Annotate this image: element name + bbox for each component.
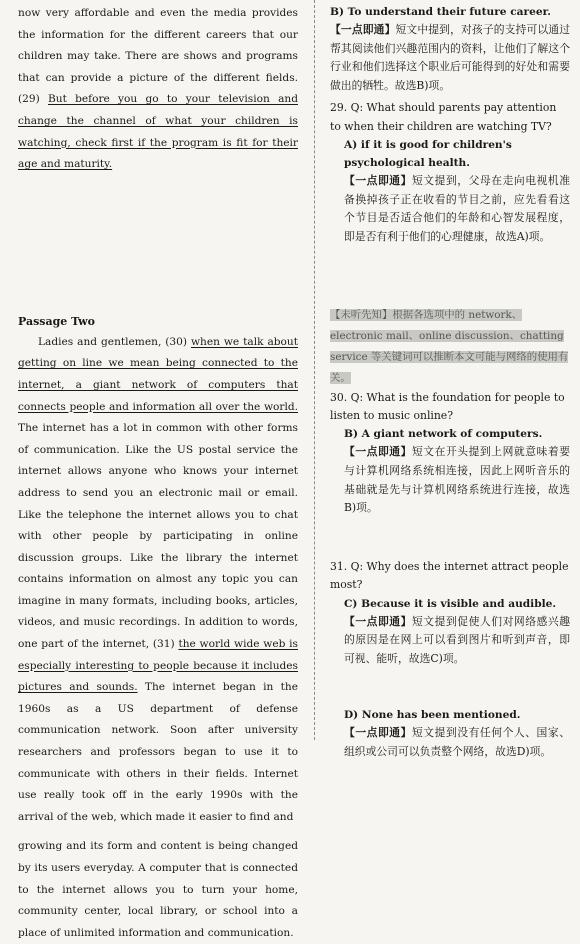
tip-label: 【一点即通】	[344, 614, 412, 628]
explanation-31	[330, 613, 570, 669]
explanation-29	[330, 172, 570, 246]
tip-label: 【一点即通】	[344, 445, 412, 459]
explanation-31-text: 短文提到促使人们对网络感兴趣的原因是在网上可以看到图片和听到声音，即可视、能听，故选C)项。	[344, 614, 571, 665]
explanation-32-text: 短文提到没有任何个人、国家、组织或公司可以负责整个网络，故选D)项。	[344, 726, 571, 758]
answer-31-option: C) Because it is visible and audible.	[344, 597, 557, 610]
right-column	[330, 0, 570, 762]
preview-note	[330, 303, 570, 387]
passage-two-body	[18, 332, 298, 829]
column-divider	[314, 0, 315, 740]
tip-label: 【一点即通】	[330, 23, 396, 36]
explanation-30-text: 短文在开头提到上网就意味着要与计算机网络系统相连接，因此上网听音乐的基础就是先与计算机网络系统进行连接，故选B)项。	[344, 445, 571, 515]
explanation-29-text: 短文提到，父母在走向电视机准备换掉孩子正在收看的节目之前，应先看看这个节目是否适合他们的年龄和心智发展程度，即是否有利于他们的心理健康，故选A)项。	[344, 174, 571, 243]
left-column	[18, 0, 298, 944]
answer-32-option: D) None has been mentioned.	[344, 709, 521, 722]
explanation-28-text: 短文中提到，对孩子的支持可以通过帮其阅读他们兴趣范围内的资料，让他们了解这个行业和他们选择这个职业后可能得到的好处和需要做出的牺牲。故选B)项。	[330, 23, 571, 92]
answer-30-option: B) A giant network of computers.	[344, 428, 543, 441]
underlined-sentence-31: the world wide web is especially interesting to people because it includes pictures and sounds.	[18, 638, 298, 694]
passage-two-ending: growing and its form and content is being changed by its users everyday. A computer that is connected to the internet allows you to turn your home, community center, local library, or school into a place of unlimited information and communication.	[18, 840, 298, 939]
explanation-32	[330, 724, 570, 761]
passage-two-title: Passage Two	[18, 314, 95, 328]
passage-two-middle: The internet has a lot in common with other forms of communication. Like the US postal service the internet allows anyone who knows your internet address to send you an electronic mail or email. Like the telephone the internet allows you to chat with other people by participating in online discussion groups. Like the library the internet contains information on almost any topic you can imagine in many formats, including books, articles, videos, and music recordings. In addition to words, one part of the internet, (31)	[18, 422, 298, 651]
passage-one-text: now very affordable and even the media provides the information for the different careers that our children may take. There are shows and programs that can provide a picture of the different fields.	[18, 7, 298, 84]
preview-highlight: 【未听先知】根据各选项中的 network、electronic mail、online discussion、chatting service 等关键词可以推断本文可能与网络的使用有关。	[330, 308, 569, 384]
tip-label: 【一点即通】	[344, 174, 412, 188]
question-29: 29. Q: What should parents pay attention to when their children are watching TV?	[330, 101, 557, 133]
passage-two-history: The internet began in the 1960s as a US department of defense communication network. Soon after university researchers and professors began to use it to communicate with others in their fields. Internet use really took off in the early 1990s with the arrival of the web, which made it easier to find and	[18, 681, 298, 823]
answer-28-option: B) To understand their future career.	[330, 6, 551, 18]
answer-29-option: A) if it is good for children's psychological health.	[344, 139, 512, 170]
explanation-30	[330, 443, 570, 517]
underlined-sentence-30: when we talk about getting on line we mean being connected to the internet, a giant network of computers that connects people and information all over the world.	[18, 335, 299, 413]
passage-two-intro: Ladies and gentlemen, (30)	[38, 335, 191, 348]
question-31: 31. Q: Why does the internet attract people most?	[330, 559, 569, 592]
underlined-sentence-29: But before you go to your television and change the channel of what your children is watching, check first if the program is fit for their age and maturity.	[18, 93, 298, 171]
passage-one-tail	[18, 3, 298, 176]
question-30: 30. Q: What is the foundation for people to listen to music online?	[330, 390, 565, 422]
tip-label: 【一点即通】	[344, 726, 412, 740]
marker-29: (29)	[18, 93, 48, 106]
explanation-28	[330, 21, 570, 95]
